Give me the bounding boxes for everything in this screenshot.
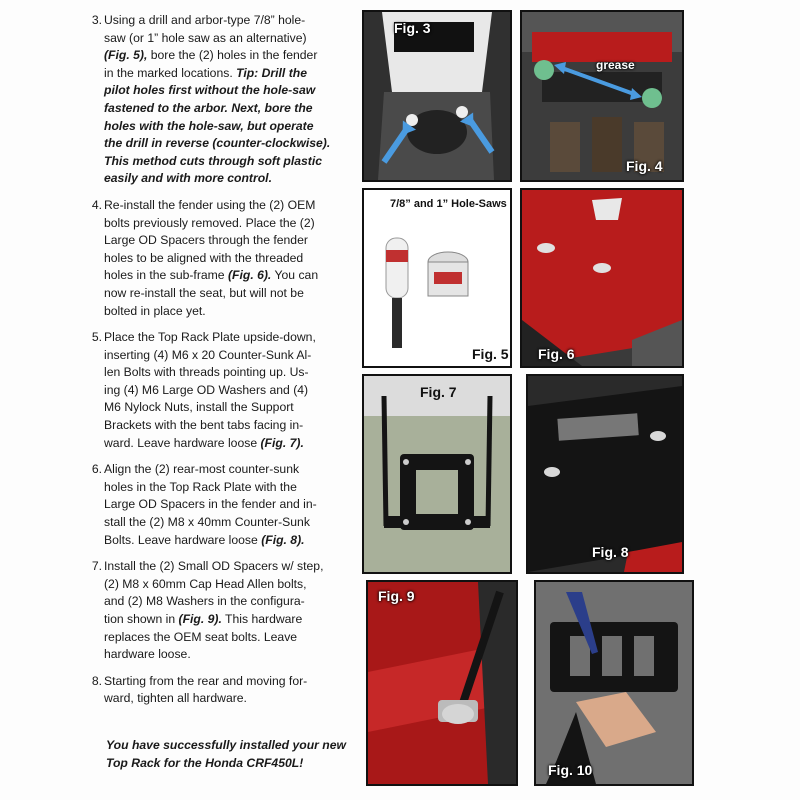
step-number: 8.	[91, 673, 102, 688]
step-text: holes in the sub-frame	[104, 268, 228, 283]
step-text: fastened to the arbor. Next, bore the	[104, 100, 313, 115]
step-text: ward, tighten all hardware.	[104, 691, 247, 706]
step-text: You can	[271, 268, 319, 283]
step-text: ing (4) M6 Large OD Washers and (4)	[104, 382, 309, 397]
step-line	[104, 690, 354, 708]
step-line	[104, 197, 354, 215]
instruction-step	[91, 673, 354, 708]
fig3-illustration	[364, 12, 510, 180]
fig5-caption: 7/8” and 1” Hole-Saws	[390, 198, 507, 210]
step-text: (Fig. 8).	[261, 532, 305, 547]
fig10-label: Fig. 10	[548, 762, 593, 778]
step-line	[104, 364, 354, 382]
step-text: Starting from the rear and moving for-	[104, 673, 308, 688]
step-text: Place the Top Rack Plate upside-down,	[104, 330, 316, 345]
figure-3-photo	[362, 10, 512, 182]
step-line	[104, 673, 354, 691]
step-line	[104, 232, 354, 250]
step-line	[104, 382, 354, 400]
step-line	[104, 461, 354, 479]
fig4-label: Fig. 4	[626, 158, 663, 174]
fig4-illustration	[522, 12, 682, 180]
step-text: (Fig. 6).	[227, 268, 272, 283]
fig8-label: Fig. 8	[592, 544, 629, 560]
step-text: (Fig. 5),	[104, 48, 148, 63]
step-text: and (2) M8 Washers in the configura-	[104, 594, 305, 609]
step-text: holes to be aligned with the threaded	[104, 250, 304, 265]
step-line	[104, 629, 354, 647]
step-text: bore the (2) holes in the fender	[147, 48, 318, 63]
step-text: len Bolts with threads pointing up. Us-	[104, 365, 309, 380]
step-line	[104, 135, 354, 153]
step-line	[104, 496, 354, 514]
step-text: Tip: Drill the	[236, 65, 307, 80]
step-text: easily and with more control.	[104, 171, 272, 186]
step-text: Large OD Spacers through the fender	[104, 233, 308, 248]
step-text: This hardware	[221, 612, 303, 626]
instruction-step	[91, 197, 354, 320]
step-text: This method cuts through soft plastic	[104, 153, 323, 168]
step-text: holes with the hole-saw, but operate	[104, 118, 314, 133]
figure-9-photo	[366, 580, 518, 786]
step-text: saw (or 1” hole saw as an alternative)	[104, 30, 307, 45]
step-number: 6.	[91, 462, 102, 477]
step-line	[104, 12, 354, 30]
step-text: bolted in place yet.	[104, 303, 206, 318]
step-text: (Fig. 7).	[260, 435, 304, 450]
step-text: ward. Leave hardware loose	[104, 435, 261, 450]
step-line	[104, 558, 354, 576]
instruction-step	[91, 329, 354, 452]
step-line	[104, 593, 354, 611]
step-text: replaces the OEM seat bolts. Leave	[104, 629, 298, 644]
fig9-label: Fig. 9	[378, 588, 415, 604]
figure-5-photo	[362, 188, 512, 368]
step-line	[104, 576, 354, 594]
fig3-label: Fig. 3	[394, 20, 431, 36]
step-text: holes in the Top Rack Plate with the	[104, 479, 297, 494]
step-text: tion shown in	[104, 612, 179, 626]
step-text: the drill in reverse (counter-clockwise).	[104, 136, 331, 151]
step-line	[104, 215, 354, 233]
step-number: 3.	[91, 13, 102, 27]
grease-annotation: grease	[596, 58, 635, 72]
step-line	[104, 329, 354, 347]
step-line	[104, 399, 354, 417]
figure-6-photo	[520, 188, 684, 368]
step-line	[104, 30, 354, 48]
step-line	[104, 347, 354, 365]
instruction-step	[91, 12, 354, 188]
step-line	[104, 118, 354, 136]
step-number: 4.	[91, 197, 102, 212]
step-text: Brackets with the bent tabs facing in-	[104, 418, 304, 433]
step-line	[104, 267, 354, 285]
step-text: bolts previously removed. Place the (2)	[104, 215, 315, 230]
step-line	[104, 100, 354, 118]
step-line	[104, 65, 354, 83]
instruction-step	[91, 558, 354, 664]
step-text: Bolts. Leave hardware loose	[104, 532, 262, 547]
step-line	[104, 532, 354, 550]
instruction-steps	[91, 12, 354, 717]
fig6-illustration	[522, 190, 682, 366]
hole-saw-illustration	[364, 190, 510, 366]
step-text: Install the (2) Small OD Spacers w/ step,	[104, 559, 324, 574]
step-text: now re-install the seat, but will not be	[104, 285, 304, 300]
step-line	[104, 285, 354, 303]
step-text: Align the (2) rear-most counter-sunk	[104, 462, 300, 477]
step-line	[104, 514, 354, 532]
step-number: 7.	[91, 559, 102, 574]
step-line	[104, 646, 354, 664]
figure-7-photo	[362, 374, 512, 574]
step-line	[104, 435, 354, 453]
step-text: hardware loose.	[104, 647, 191, 662]
step-line	[104, 250, 354, 268]
instruction-step	[91, 461, 354, 549]
step-text: (Fig. 9).	[178, 612, 222, 626]
fig8-illustration	[528, 376, 682, 572]
closing-line: You have successfully installed your new	[106, 738, 346, 752]
figure-8-photo	[526, 374, 684, 574]
step-text: pilot holes first without the hole-saw	[104, 83, 316, 98]
figure-10-photo	[534, 580, 694, 786]
step-line	[104, 170, 354, 188]
step-number: 5.	[91, 330, 102, 345]
step-text: (2) M8 x 60mm Cap Head Allen bolts,	[104, 576, 307, 591]
step-line	[104, 479, 354, 497]
fig5-label: Fig. 5	[472, 346, 509, 362]
step-text: Using a drill and arbor-type 7/8” hole-	[104, 13, 306, 27]
step-line	[104, 303, 354, 321]
step-text: stall the (2) M8 x 40mm Counter-Sunk	[104, 515, 310, 530]
step-text: Large OD Spacers in the fender and in-	[104, 497, 317, 512]
step-text: in the marked locations.	[104, 65, 237, 80]
step-text: Re-install the fender using the (2) OEM	[104, 197, 316, 212]
step-line	[104, 82, 354, 100]
step-text: M6 Nylock Nuts, install the Support	[104, 400, 294, 415]
step-line	[104, 417, 354, 435]
figure-4-photo	[520, 10, 684, 182]
fig10-illustration	[536, 582, 692, 784]
step-text: inserting (4) M6 x 20 Counter-Sunk Al-	[104, 347, 312, 362]
closing-message	[106, 737, 356, 772]
fig6-label: Fig. 6	[538, 346, 575, 362]
closing-line: Top Rack for the Honda CRF450L!	[106, 755, 304, 770]
step-line	[104, 47, 354, 65]
fig7-illustration	[364, 376, 510, 572]
fig9-illustration	[368, 582, 516, 784]
step-line	[104, 611, 354, 629]
step-line	[104, 153, 354, 171]
fig7-label: Fig. 7	[420, 384, 457, 400]
